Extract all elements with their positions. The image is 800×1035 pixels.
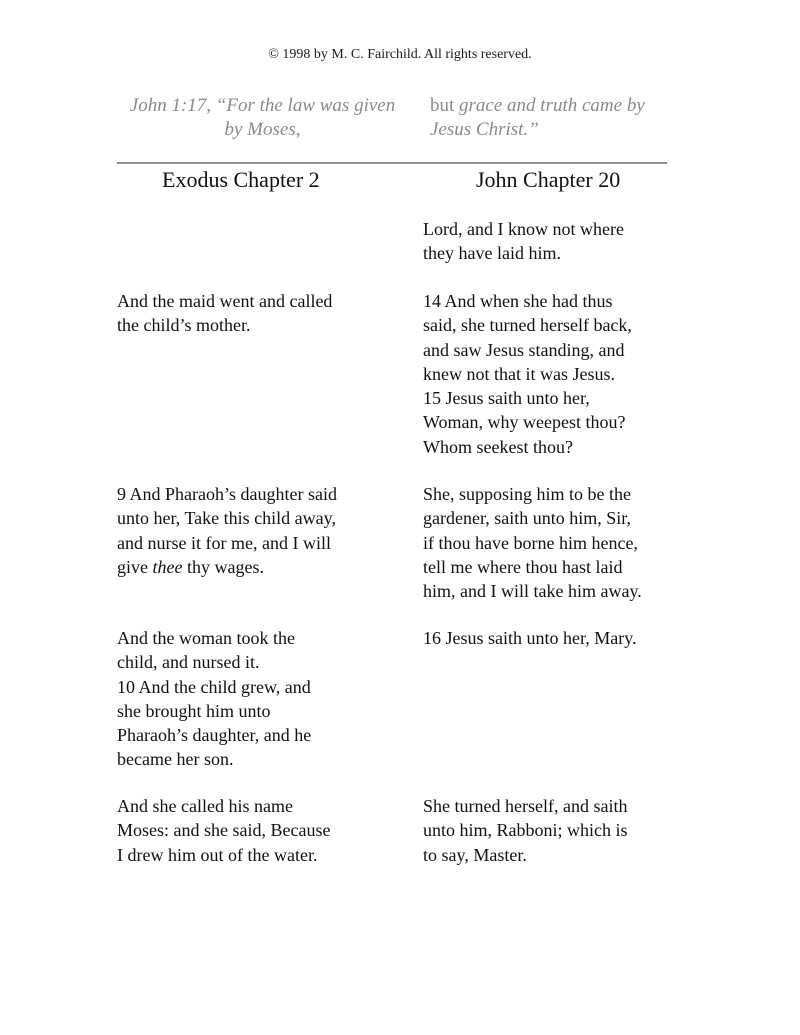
passage-line: She turned herself, and saith	[423, 796, 628, 816]
passage-line: they have laid him.	[423, 243, 561, 264]
passage-line: And the woman took the	[117, 628, 295, 648]
epigraph-left-line-1: John 1:17, “For the law was given	[129, 95, 396, 116]
exodus-passage	[117, 289, 387, 338]
passage-line: 10 And the child grew, and	[117, 676, 311, 697]
john-passage	[423, 217, 693, 266]
passage-line: Whom seekest thou?	[423, 436, 573, 457]
passage-line: became her son.	[117, 749, 234, 770]
epigraph-right-upright-word: but	[430, 95, 455, 116]
passage-line: to say, Master.	[423, 844, 527, 865]
epigraph-right	[430, 94, 690, 142]
passage-line: Moses: and she said, Because	[117, 820, 331, 841]
passage-line: unto her, Take this child away,	[117, 508, 336, 529]
passage-line: unto him, Rabboni; which is	[423, 820, 628, 841]
passage-line: 14 And when she had thus	[423, 291, 613, 311]
passage-line: 15 Jesus saith unto her,	[423, 388, 590, 409]
passage-line: And the maid went and called	[117, 291, 333, 311]
exodus-passage	[117, 482, 387, 579]
passage-line: Pharaoh’s daughter, and he	[117, 725, 312, 746]
john-passage	[423, 794, 693, 867]
passage-line: Woman, why weepest thou?	[423, 412, 626, 433]
epigraph-right-italic-text: grace and truth came by	[454, 95, 645, 116]
john-passage	[423, 289, 693, 459]
passage-line: gardener, saith unto him, Sir,	[423, 508, 632, 529]
passage-line: She, supposing him to be the	[423, 484, 631, 504]
passage-line: And she called his name	[117, 796, 293, 816]
horizontal-rule	[117, 162, 667, 164]
italic-word: thee	[152, 556, 183, 577]
passage-line: 16 Jesus saith unto her, Mary.	[423, 628, 637, 648]
passage-line: the child’s mother.	[117, 315, 251, 336]
epigraph-right-line-2: Jesus Christ.”	[430, 119, 539, 140]
copyright-notice: © 1998 by M. C. Fairchild. All rights reserved.	[268, 47, 532, 62]
epigraph-left	[110, 94, 415, 142]
passage-line: him, and I will take him away.	[423, 581, 642, 602]
passage-line: Lord, and I know not where	[423, 219, 624, 239]
epigraph-left-line-2: by Moses,	[224, 119, 301, 140]
passage-line: knew not that it was Jesus.	[423, 363, 615, 384]
passage-line: I drew him out of the water.	[117, 844, 318, 865]
passage-line: 9 And Pharaoh’s daughter said	[117, 484, 337, 504]
passage-line: if thou have borne him hence,	[423, 532, 638, 553]
column-heading-john: John Chapter 20	[476, 167, 621, 192]
passage-line: she brought him unto	[117, 700, 271, 721]
passage-line: and saw Jesus standing, and	[423, 339, 625, 360]
epigraph-right-line-1	[430, 94, 690, 118]
column-heading-exodus: Exodus Chapter 2	[162, 167, 320, 192]
passage-line: said, she turned herself back,	[423, 315, 632, 336]
passage-line: give thee thy wages.	[117, 556, 264, 577]
passage-line: child, and nursed it.	[117, 652, 260, 673]
exodus-passage	[117, 626, 387, 772]
john-passage	[423, 626, 693, 650]
exodus-passage	[117, 794, 387, 867]
john-passage	[423, 482, 693, 603]
passage-line: and nurse it for me, and I will	[117, 532, 331, 553]
passage-line: tell me where thou hast laid	[423, 556, 623, 577]
